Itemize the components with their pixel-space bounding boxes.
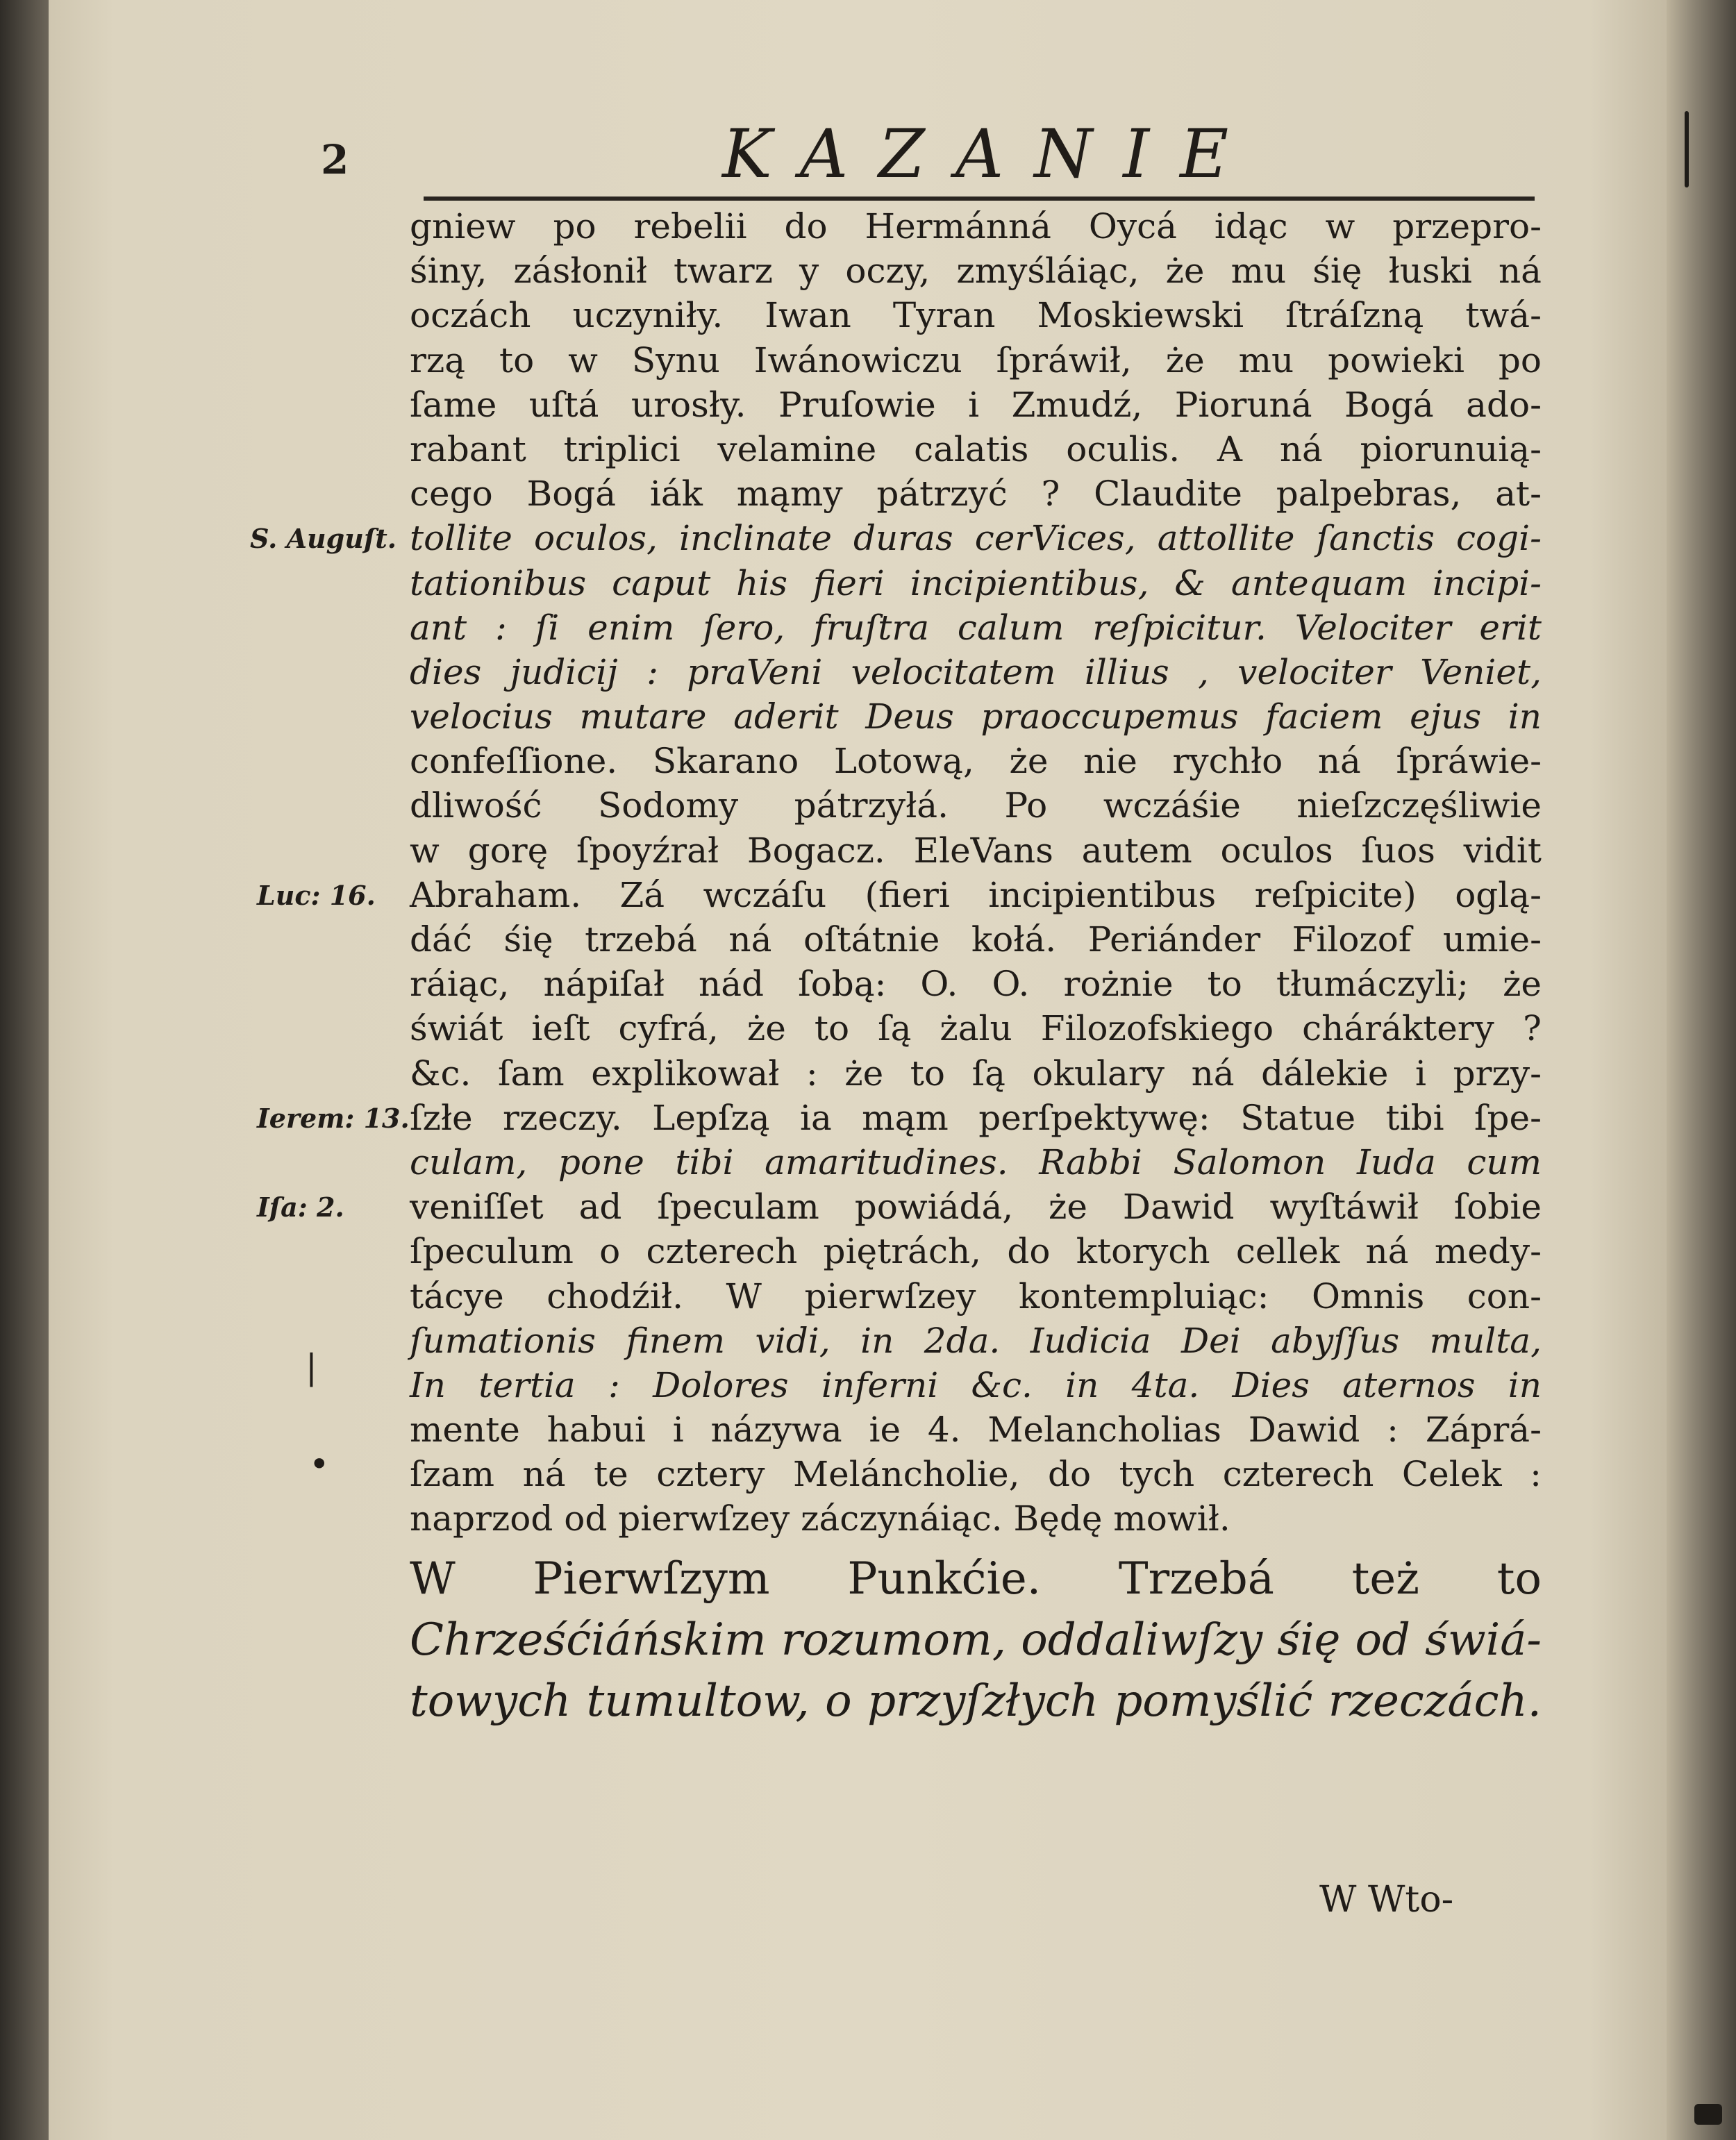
heading-line: W Pierwſzym Punkćie. Trzebá też to — [410, 1553, 1542, 1605]
text-line: ſame uſtá urosły. Pruſowie i Zmudź, Pioruná Bogá ado- — [410, 384, 1542, 425]
text-line: &c. ſam explikował : że to ſą okulary ná dálekie i przy- — [410, 1053, 1542, 1094]
text-line: Abraham. Zá wczáſu (fieri incipientibus reſpicite) oglą- — [410, 874, 1542, 915]
heading-line: Chrześćiáńskim rozumom, oddaliwſzy śię od świá- — [410, 1614, 1542, 1666]
catchword: W Wto- — [1319, 1879, 1454, 1921]
text-line: veniſſet ad ſpeculam powiádá, że Dawid wyſtáwił ſobie — [410, 1187, 1542, 1228]
edge-mark — [1685, 111, 1689, 187]
body-text — [410, 204, 1542, 1732]
text-line: dáć śię trzebá ná oſtátnie kołá. Periánder Filozof umie- — [410, 919, 1542, 960]
text-line: świát ieſt cyfrá, że to ſą żalu Filozofskiego chárákterу ? — [410, 1008, 1542, 1049]
text-line: rabant triplici velamine calatis oculis. A ná piorunuią- — [410, 428, 1542, 469]
text-line: ſumationis finem vidi, in 2da. Iudicia Dei abyſſus multa, — [410, 1320, 1542, 1361]
text-line: gniew po rebelii do Hermánná Oycá idąc w przepro- — [410, 206, 1542, 246]
text-line: dies judicij : praVeni velocitatem illius , velociter Veniet, — [410, 651, 1542, 692]
text-line: w gorę ſpoyźrał Bogacz. ElеVans autem oculos ſuos vidit — [410, 830, 1542, 871]
margin-note: Ierem: 13. — [257, 1103, 410, 1134]
text-line: ſpeculum o czterech piętrách, do ktorych cellek ná medy- — [410, 1231, 1542, 1272]
margin-note: S. Auguſt. — [250, 523, 397, 555]
margin-note: Iſa: 2. — [257, 1192, 344, 1223]
text-line: confeſſione. Skarano Lotową, że nie rychło ná ſpráwie- — [410, 741, 1542, 782]
text-line: oczách uczyniły. Iwan Tyran Moskiewski ſtráſzną twá- — [410, 295, 1542, 336]
text-line: ſzam ná te cztery Meláncholie, do tych czterech Celek : — [410, 1454, 1542, 1495]
text-line: ant : ſi enim ſero, fruſtra calum reſpicitur. Velociter erit — [410, 607, 1542, 648]
text-line: culam, pone tibi amaritudines. Rabbi Salomon Iuda cum — [410, 1142, 1542, 1182]
text-line: tollite oculos, inclinate duras cerVices, attollite ſanctis cogi- — [410, 518, 1542, 559]
binding-shadow — [0, 0, 49, 2140]
text-line: In tertia : Dolores inferni &c. in 4ta. Dies aternos in — [410, 1364, 1542, 1405]
section-heading — [410, 1548, 1542, 1732]
head-rule — [424, 197, 1535, 201]
page-number: 2 — [321, 136, 349, 183]
page-edge — [1667, 0, 1736, 2140]
edge-mark — [1694, 2104, 1722, 2125]
text-line: naprzod od pierwſzey záczynáiąc. Będę mowił. — [410, 1498, 1230, 1539]
margin-mark: • — [309, 1444, 330, 1485]
text-line: tácye chodźił. W pierwſzey kontempluiąc: Omnis con- — [410, 1276, 1542, 1316]
running-head: KAZANIE — [722, 115, 1260, 193]
heading-line: towych tumultow, o przyſzłych pomyślić rzeczách. — [410, 1675, 1542, 1727]
text-line: cego Bogá iák mąmy pátrzyć ? Claudite palpebras, at- — [410, 474, 1542, 515]
margin-note: Luc: 16. — [257, 880, 376, 911]
text-line: velocius mutare aderit Deus praoccupemus faciem ejus in — [410, 696, 1542, 737]
margin-mark: | — [306, 1347, 317, 1387]
text-line: śiny, zásłonił twarz y oczy, zmyśláiąc, że mu śię łuski ná — [410, 251, 1542, 292]
body-lines — [410, 204, 1542, 1541]
text-line: ráiąc, nápiſał nád ſobą: O. O. rożnie to tłumáczyli; że — [410, 964, 1542, 1005]
text-line: tationibus caput his fieri incipientibus, & antequam incipi- — [410, 562, 1542, 603]
text-line: mente habui i názywa ie 4. Melancholias Dawid : Záprá- — [410, 1410, 1542, 1451]
text-line: ſzłe rzeczy. Lepſzą ia mąm perſpektywę: Statue tibi ſpe- — [410, 1097, 1542, 1138]
text-line: dliwość Sodomy pátrzyłá. Po wczáśie nieſzczęśliwie — [410, 785, 1542, 826]
text-line: rzą to w Synu Iwánowiczu ſpráwił, że mu powieki po — [410, 340, 1542, 381]
